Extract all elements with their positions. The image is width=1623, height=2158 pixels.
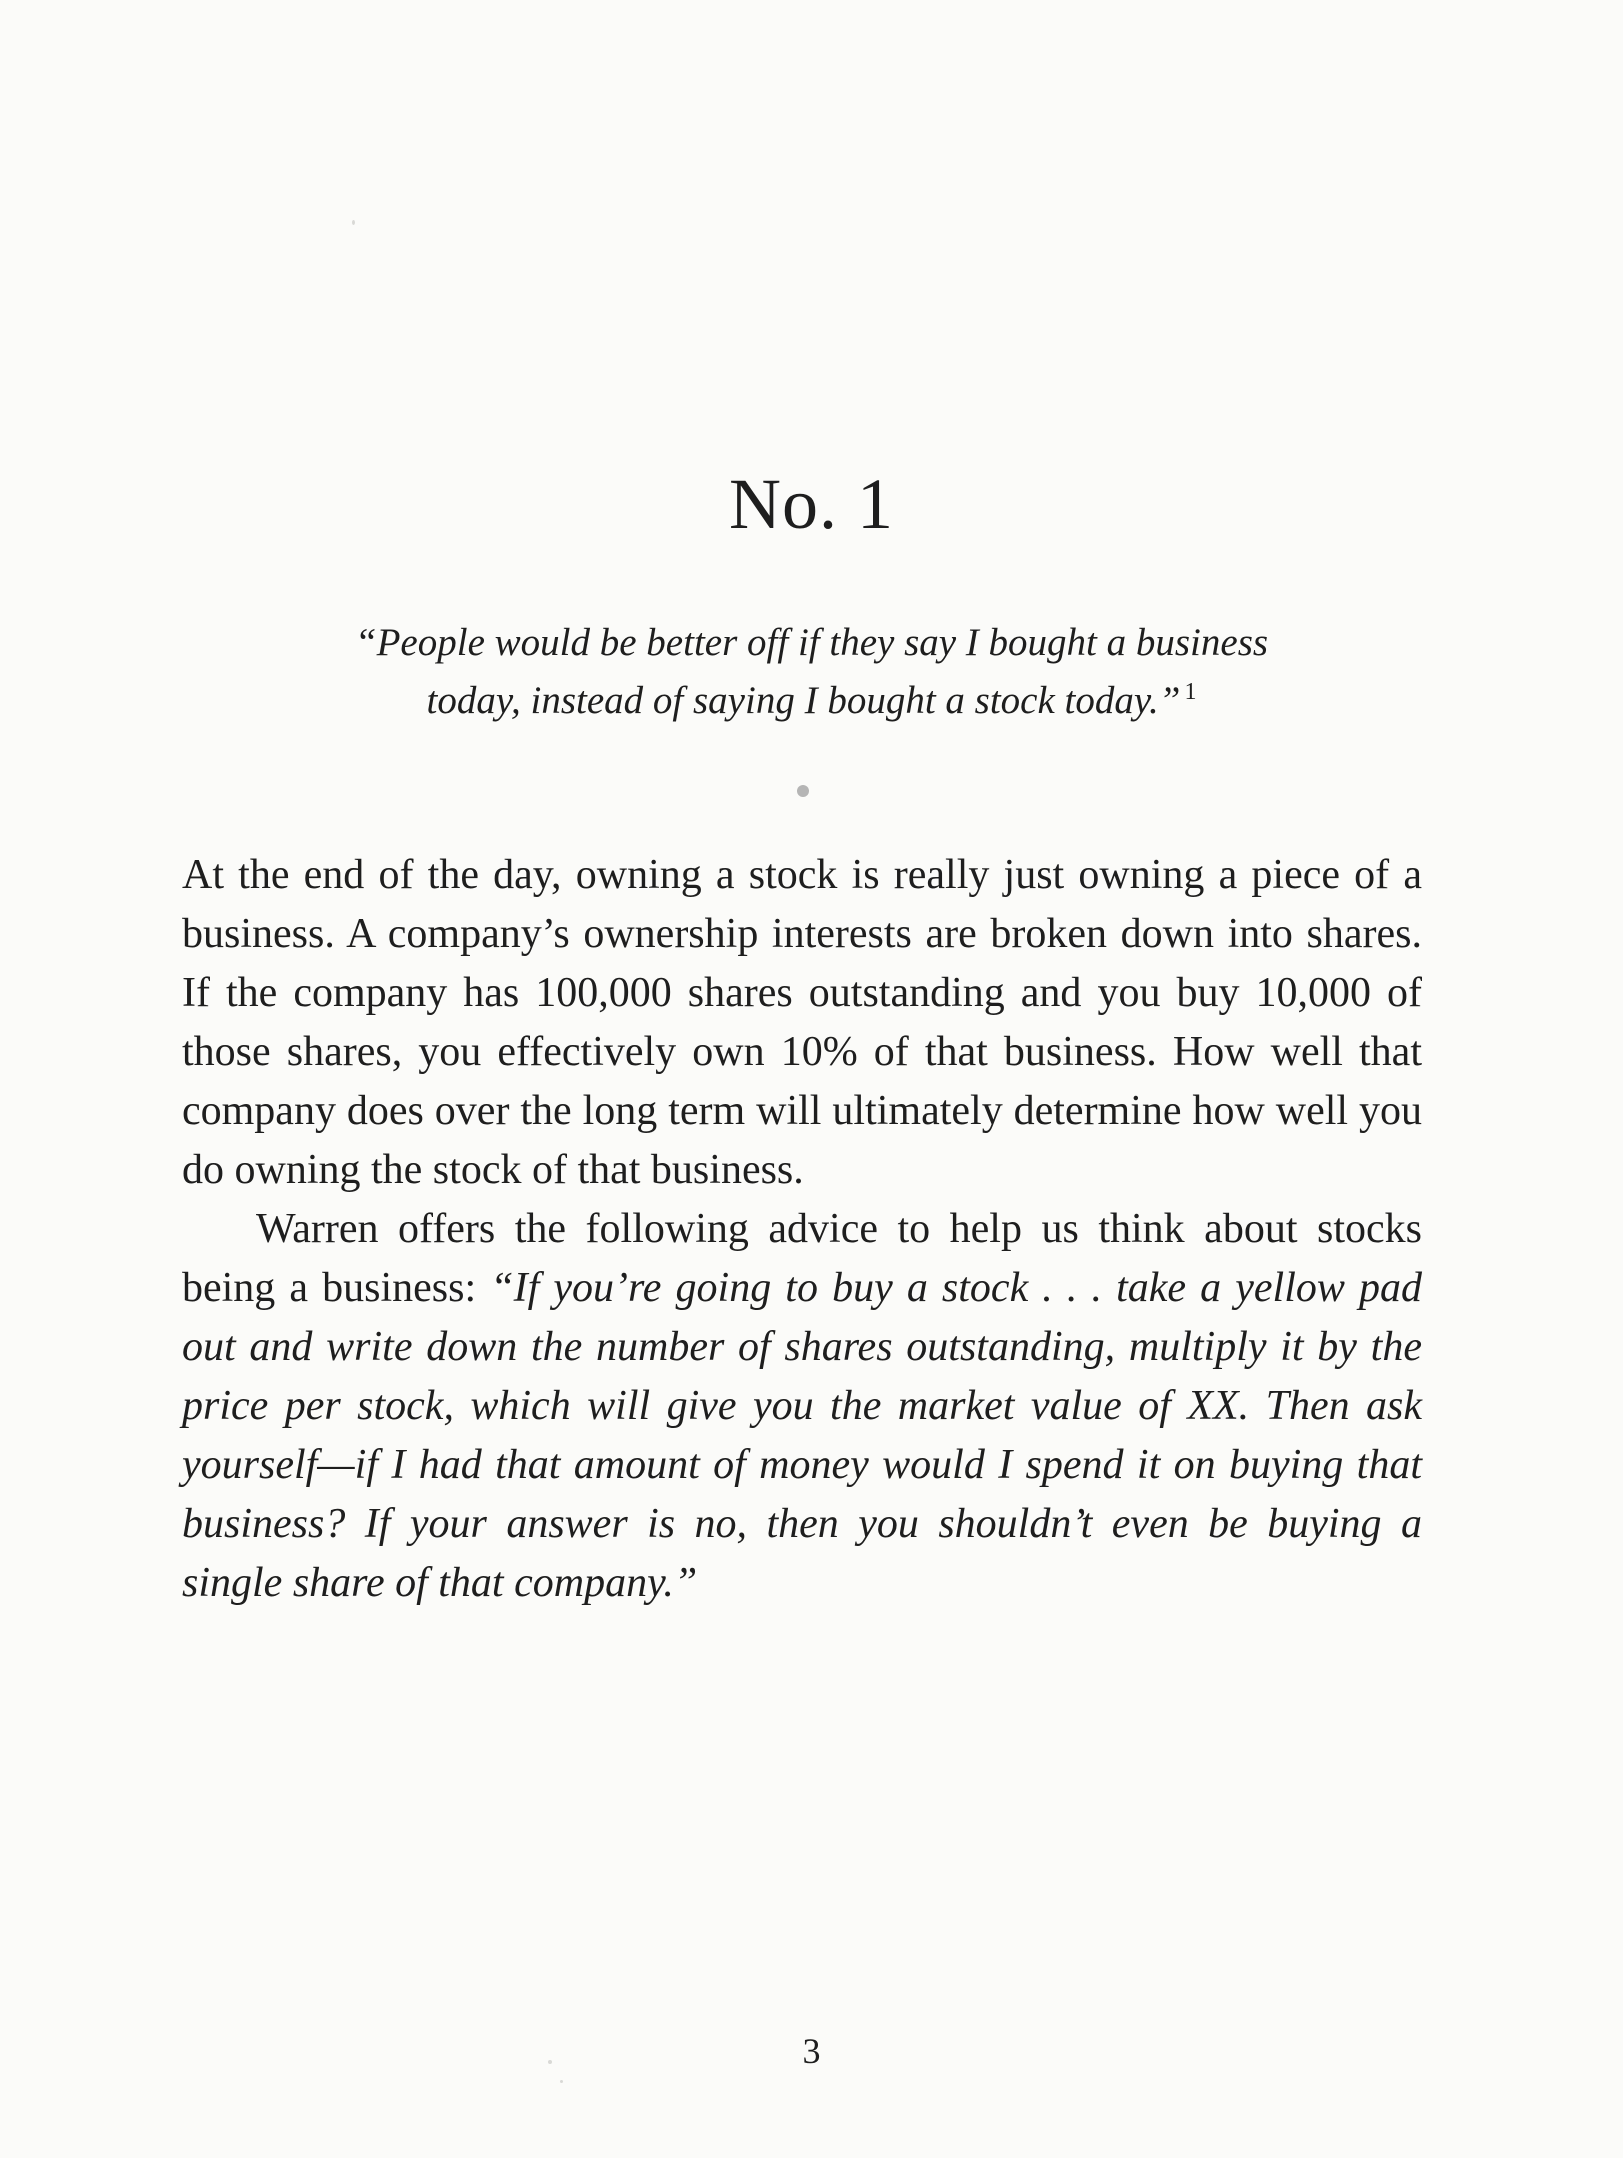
paragraph-2-intro: Warren offers the following advice to help us think about stocks being a business: xyxy=(182,1206,1422,1311)
paper-speck xyxy=(548,2060,552,2064)
paragraph-1: At the end of the day, owning a stock is really just owning a piece of a business. A company’s ownership interests are broken down into shares. If the company has 100,000 shares outstanding and you buy 10,000 of those shares, you effectively own 10% of that business. How well that company does over the long term will ultimately determine how well you do owning the stock of that business. xyxy=(182,852,1422,1193)
body-text xyxy=(182,846,1422,1613)
epigraph-quote xyxy=(240,614,1383,730)
epigraph-line-1: “People would be better off if they say I bought a business xyxy=(354,621,1269,664)
epigraph-line-2: today, instead of saying I bought a stock today.” xyxy=(426,679,1181,722)
paper-speck xyxy=(352,220,355,225)
chapter-title: No. 1 xyxy=(729,464,894,544)
section-ornament xyxy=(797,785,809,797)
footnote-reference: 1 xyxy=(1184,679,1197,705)
page-number: 3 xyxy=(802,2031,821,2071)
paper-speck xyxy=(560,2080,563,2083)
paragraph-2-quote: “If you’re going to buy a stock . . . take a yellow pad out and write down the number of shares outstanding, multiply it by the price per stock, which will give you the market value of XX. Then ask yourself—if I had that amount of money would I spend it on buying that business? If your answer is no, then you shouldn’t even be buying a single share of that company.” xyxy=(182,1265,1422,1606)
paragraph-2 xyxy=(182,1200,1422,1613)
